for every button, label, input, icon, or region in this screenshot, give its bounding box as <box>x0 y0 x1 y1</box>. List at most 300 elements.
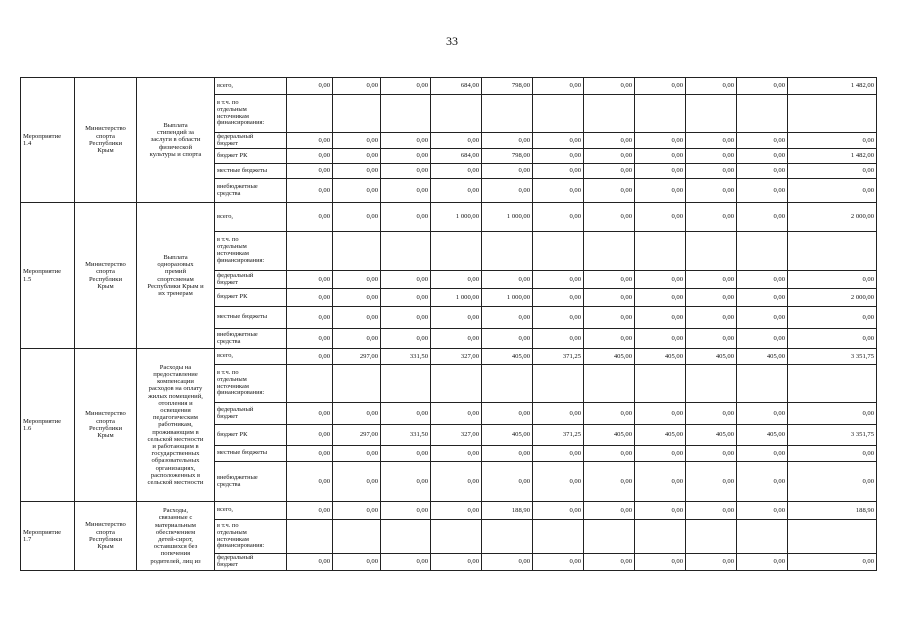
funding-source-cell <box>215 520 287 554</box>
funding-source-cell <box>215 203 287 232</box>
value-cell <box>533 232 584 271</box>
value-cell: 0,00 <box>635 78 686 95</box>
value-cell: 0,00 <box>287 329 333 349</box>
funding-source-text: всего, <box>217 506 233 514</box>
value-cell: 0,00 <box>287 446 333 462</box>
funding-source-text: федеральный бюджет <box>217 271 254 286</box>
value-cell: 0,00 <box>333 149 381 164</box>
value-cell: 0,00 <box>686 149 737 164</box>
value-cell: 0,00 <box>635 307 686 329</box>
executor-cell-text: Министерство спорта Республики Крым <box>85 410 126 440</box>
value-cell: 0,00 <box>584 289 635 307</box>
event-cell-text: Мероприятие 1.4 <box>23 132 62 147</box>
funding-source-text: всего, <box>217 212 233 220</box>
value-cell: 405,00 <box>584 349 635 365</box>
total-value-cell: 0,00 <box>788 329 877 349</box>
value-cell <box>431 95 482 133</box>
value-cell <box>686 520 737 554</box>
value-cell: 0,00 <box>737 307 788 329</box>
value-cell: 0,00 <box>635 462 686 502</box>
funding-source-cell <box>215 307 287 329</box>
value-cell: 0,00 <box>381 446 431 462</box>
value-cell: 371,25 <box>533 425 584 446</box>
value-cell: 297,00 <box>333 425 381 446</box>
funding-source-text: бюджет РК <box>217 293 248 301</box>
funding-source-text: местные бюджеты <box>217 313 268 321</box>
value-cell: 405,00 <box>737 425 788 446</box>
value-cell: 0,00 <box>431 329 482 349</box>
value-cell: 0,00 <box>686 446 737 462</box>
value-cell: 0,00 <box>333 329 381 349</box>
value-cell: 0,00 <box>635 403 686 425</box>
value-cell <box>482 232 533 271</box>
funding-source-text: внебюджетные средства <box>217 182 258 197</box>
funding-source-text: в т.ч. по отдельным источникам финансирования: <box>217 236 265 264</box>
value-cell: 0,00 <box>686 164 737 179</box>
value-cell: 331,50 <box>381 425 431 446</box>
value-cell: 327,00 <box>431 349 482 365</box>
total-value-cell: 2 000,00 <box>788 289 877 307</box>
value-cell <box>482 520 533 554</box>
funding-source-cell <box>215 232 287 271</box>
total-value-cell: 0,00 <box>788 179 877 203</box>
executor-cell-text: Министерство спорта Республики Крым <box>85 125 126 155</box>
value-cell: 0,00 <box>333 554 381 571</box>
table-row <box>21 349 877 365</box>
executor-cell <box>75 78 137 203</box>
value-cell: 0,00 <box>287 307 333 329</box>
event-cell-text: Мероприятие 1.7 <box>23 528 62 543</box>
event-cell <box>21 78 75 203</box>
value-cell: 405,00 <box>686 349 737 365</box>
value-cell: 0,00 <box>381 164 431 179</box>
total-value-cell: 0,00 <box>788 164 877 179</box>
value-cell: 0,00 <box>431 554 482 571</box>
executor-cell-text: Министерство спорта Республики Крым <box>85 260 126 290</box>
funding-source-text: в т.ч. по отдельным источникам финансирования: <box>217 368 265 397</box>
value-cell: 0,00 <box>287 179 333 203</box>
value-cell <box>333 232 381 271</box>
total-value-cell: 3 351,75 <box>788 425 877 446</box>
value-cell: 0,00 <box>737 462 788 502</box>
value-cell: 0,00 <box>737 554 788 571</box>
value-cell: 0,00 <box>381 403 431 425</box>
value-cell: 0,00 <box>381 133 431 149</box>
value-cell <box>635 520 686 554</box>
event-cell <box>21 349 75 502</box>
value-cell: 405,00 <box>737 349 788 365</box>
funding-source-cell <box>215 95 287 133</box>
value-cell: 0,00 <box>635 164 686 179</box>
value-cell: 684,00 <box>431 78 482 95</box>
value-cell <box>635 95 686 133</box>
funding-source-cell <box>215 179 287 203</box>
value-cell <box>333 520 381 554</box>
value-cell: 0,00 <box>737 289 788 307</box>
value-cell: 0,00 <box>635 502 686 520</box>
value-cell: 0,00 <box>287 78 333 95</box>
value-cell <box>381 232 431 271</box>
value-cell: 0,00 <box>333 502 381 520</box>
value-cell: 0,00 <box>333 271 381 289</box>
total-value-cell: 0,00 <box>788 446 877 462</box>
value-cell: 0,00 <box>737 203 788 232</box>
value-cell: 0,00 <box>635 133 686 149</box>
value-cell: 0,00 <box>333 289 381 307</box>
value-cell: 0,00 <box>431 462 482 502</box>
funding-source-cell <box>215 164 287 179</box>
total-value-cell: 0,00 <box>788 133 877 149</box>
total-value-cell: 0,00 <box>788 403 877 425</box>
value-cell: 0,00 <box>584 329 635 349</box>
total-value-cell: 0,00 <box>788 271 877 289</box>
value-cell <box>482 95 533 133</box>
value-cell <box>333 365 381 403</box>
value-cell <box>737 232 788 271</box>
value-cell: 0,00 <box>533 78 584 95</box>
value-cell: 0,00 <box>533 462 584 502</box>
value-cell: 0,00 <box>333 179 381 203</box>
value-cell: 0,00 <box>533 446 584 462</box>
value-cell: 1 000,00 <box>431 203 482 232</box>
value-cell <box>533 365 584 403</box>
funding-source-text: федеральный бюджет <box>217 554 254 568</box>
value-cell: 0,00 <box>533 133 584 149</box>
value-cell: 405,00 <box>635 349 686 365</box>
funding-source-cell <box>215 149 287 164</box>
value-cell: 0,00 <box>686 307 737 329</box>
value-cell: 0,00 <box>482 554 533 571</box>
value-cell: 0,00 <box>737 164 788 179</box>
value-cell: 0,00 <box>381 554 431 571</box>
value-cell: 0,00 <box>287 203 333 232</box>
funding-source-text: местные бюджеты <box>217 449 268 457</box>
description-cell-text: Выплата стипендий за заслуги в области физической культуры и спорта <box>149 121 202 158</box>
funding-source-cell <box>215 133 287 149</box>
value-cell: 0,00 <box>431 133 482 149</box>
value-cell <box>431 520 482 554</box>
value-cell: 0,00 <box>635 271 686 289</box>
value-cell: 0,00 <box>287 502 333 520</box>
event-cell-text: Мероприятие 1.5 <box>23 268 62 283</box>
value-cell: 0,00 <box>686 271 737 289</box>
value-cell: 0,00 <box>533 203 584 232</box>
funding-source-cell <box>215 502 287 520</box>
executor-cell <box>75 203 137 349</box>
total-value-cell <box>788 365 877 403</box>
value-cell: 0,00 <box>482 179 533 203</box>
value-cell: 0,00 <box>533 289 584 307</box>
description-cell <box>137 78 215 203</box>
value-cell: 0,00 <box>482 329 533 349</box>
total-value-cell: 2 000,00 <box>788 203 877 232</box>
funding-source-cell <box>215 349 287 365</box>
page-number: 33 <box>446 34 458 48</box>
total-value-cell: 1 482,00 <box>788 149 877 164</box>
value-cell: 0,00 <box>533 403 584 425</box>
value-cell: 0,00 <box>482 271 533 289</box>
description-cell <box>137 502 215 571</box>
value-cell: 0,00 <box>635 554 686 571</box>
value-cell <box>686 232 737 271</box>
value-cell: 0,00 <box>287 271 333 289</box>
value-cell: 405,00 <box>482 349 533 365</box>
value-cell: 0,00 <box>686 403 737 425</box>
value-cell <box>737 520 788 554</box>
value-cell: 684,00 <box>431 149 482 164</box>
value-cell: 0,00 <box>333 307 381 329</box>
value-cell: 0,00 <box>533 271 584 289</box>
value-cell: 0,00 <box>686 329 737 349</box>
value-cell: 405,00 <box>686 425 737 446</box>
value-cell: 0,00 <box>584 502 635 520</box>
value-cell: 0,00 <box>533 149 584 164</box>
value-cell: 331,50 <box>381 349 431 365</box>
value-cell: 0,00 <box>737 133 788 149</box>
value-cell <box>287 365 333 403</box>
value-cell: 0,00 <box>287 554 333 571</box>
value-cell <box>533 520 584 554</box>
value-cell: 0,00 <box>381 329 431 349</box>
value-cell <box>431 365 482 403</box>
value-cell: 0,00 <box>686 502 737 520</box>
executor-cell <box>75 349 137 502</box>
value-cell: 405,00 <box>635 425 686 446</box>
value-cell <box>686 95 737 133</box>
executor-cell <box>75 502 137 571</box>
value-cell: 0,00 <box>431 179 482 203</box>
event-cell-text: Мероприятие 1.6 <box>23 417 62 432</box>
value-cell: 0,00 <box>737 179 788 203</box>
value-cell: 0,00 <box>333 164 381 179</box>
value-cell: 0,00 <box>431 307 482 329</box>
total-value-cell <box>788 520 877 554</box>
value-cell <box>333 95 381 133</box>
value-cell: 0,00 <box>533 307 584 329</box>
value-cell: 0,00 <box>381 271 431 289</box>
value-cell: 0,00 <box>635 289 686 307</box>
value-cell: 0,00 <box>533 502 584 520</box>
value-cell: 188,90 <box>482 502 533 520</box>
total-value-cell <box>788 232 877 271</box>
value-cell: 0,00 <box>381 203 431 232</box>
value-cell: 0,00 <box>584 462 635 502</box>
value-cell: 0,00 <box>533 554 584 571</box>
total-value-cell: 0,00 <box>788 554 877 571</box>
value-cell: 0,00 <box>686 289 737 307</box>
value-cell: 0,00 <box>584 133 635 149</box>
value-cell: 0,00 <box>381 502 431 520</box>
value-cell: 0,00 <box>737 329 788 349</box>
value-cell: 0,00 <box>431 164 482 179</box>
value-cell <box>287 520 333 554</box>
value-cell: 371,25 <box>533 349 584 365</box>
value-cell: 0,00 <box>381 78 431 95</box>
value-cell: 0,00 <box>584 78 635 95</box>
funding-source-cell <box>215 289 287 307</box>
value-cell: 0,00 <box>737 271 788 289</box>
value-cell <box>584 95 635 133</box>
value-cell: 0,00 <box>381 462 431 502</box>
value-cell: 0,00 <box>482 164 533 179</box>
value-cell: 1 000,00 <box>482 203 533 232</box>
value-cell: 0,00 <box>686 179 737 203</box>
value-cell: 0,00 <box>287 133 333 149</box>
value-cell: 0,00 <box>431 403 482 425</box>
value-cell: 0,00 <box>737 149 788 164</box>
value-cell: 0,00 <box>584 446 635 462</box>
value-cell <box>533 95 584 133</box>
value-cell: 0,00 <box>686 133 737 149</box>
value-cell: 0,00 <box>737 446 788 462</box>
funding-source-cell <box>215 425 287 446</box>
value-cell: 0,00 <box>333 203 381 232</box>
funding-source-text: всего, <box>217 352 233 360</box>
table-row <box>21 203 877 232</box>
description-cell <box>137 203 215 349</box>
total-value-cell: 3 351,75 <box>788 349 877 365</box>
funding-source-cell <box>215 365 287 403</box>
table-row <box>21 78 877 95</box>
value-cell: 0,00 <box>287 289 333 307</box>
value-cell: 0,00 <box>686 554 737 571</box>
value-cell: 0,00 <box>533 179 584 203</box>
funding-source-cell <box>215 554 287 571</box>
budget-table <box>20 77 877 571</box>
funding-source-text: в т.ч. по отдельным источникам финансирования: <box>217 98 265 127</box>
value-cell: 0,00 <box>482 133 533 149</box>
value-cell: 0,00 <box>584 554 635 571</box>
value-cell: 0,00 <box>333 133 381 149</box>
value-cell: 0,00 <box>431 502 482 520</box>
value-cell: 0,00 <box>287 164 333 179</box>
funding-source-cell <box>215 446 287 462</box>
value-cell: 0,00 <box>287 149 333 164</box>
value-cell: 0,00 <box>533 329 584 349</box>
value-cell: 798,00 <box>482 149 533 164</box>
table-row <box>21 502 877 520</box>
value-cell <box>381 520 431 554</box>
funding-source-cell <box>215 403 287 425</box>
description-cell-text: Расходы, связанные с материальным обеспечением детей-сирот, оставшихся без попечения родителей, лиц из <box>150 507 201 565</box>
value-cell: 0,00 <box>333 446 381 462</box>
value-cell: 0,00 <box>482 307 533 329</box>
value-cell <box>381 95 431 133</box>
total-value-cell: 0,00 <box>788 307 877 329</box>
value-cell: 0,00 <box>584 164 635 179</box>
value-cell: 0,00 <box>686 203 737 232</box>
funding-source-text: всего, <box>217 81 233 89</box>
description-cell-text: Выплата одноразовых премий спортсменам Республики Крым и их тренерам <box>147 253 204 297</box>
value-cell: 1 000,00 <box>482 289 533 307</box>
value-cell <box>287 232 333 271</box>
funding-source-text: внебюджетные средства <box>217 473 258 488</box>
value-cell <box>287 95 333 133</box>
value-cell: 0,00 <box>686 462 737 502</box>
value-cell: 327,00 <box>431 425 482 446</box>
value-cell <box>635 232 686 271</box>
value-cell: 405,00 <box>584 425 635 446</box>
funding-source-text: федеральный бюджет <box>217 132 254 147</box>
value-cell: 0,00 <box>287 403 333 425</box>
budget-table-body <box>21 78 877 571</box>
value-cell: 0,00 <box>482 462 533 502</box>
total-value-cell: 188,90 <box>788 502 877 520</box>
total-value-cell: 0,00 <box>788 462 877 502</box>
value-cell <box>737 365 788 403</box>
funding-source-text: федеральный бюджет <box>217 405 254 420</box>
funding-source-text: в т.ч. по отдельным источникам финансирования: <box>217 521 265 550</box>
funding-source-cell <box>215 462 287 502</box>
value-cell <box>584 520 635 554</box>
value-cell: 297,00 <box>333 349 381 365</box>
value-cell: 0,00 <box>635 203 686 232</box>
value-cell: 0,00 <box>584 271 635 289</box>
value-cell: 405,00 <box>482 425 533 446</box>
value-cell: 1 000,00 <box>431 289 482 307</box>
value-cell: 0,00 <box>584 179 635 203</box>
value-cell <box>686 365 737 403</box>
value-cell: 0,00 <box>482 403 533 425</box>
value-cell: 0,00 <box>635 329 686 349</box>
value-cell <box>737 95 788 133</box>
value-cell: 0,00 <box>635 149 686 164</box>
description-cell-text: Расходы на предоставление компенсации расходов на оплату жилых помещений, отопления и освещения педагогическим работникам, проживающим в сельской местности и работающим в государственных образовательных организациях, расположенных в сельской местности <box>147 363 204 487</box>
total-value-cell: 1 482,00 <box>788 78 877 95</box>
executor-cell-text: Министерство спорта Республики Крым <box>85 521 126 551</box>
value-cell: 0,00 <box>584 403 635 425</box>
value-cell: 0,00 <box>584 203 635 232</box>
value-cell: 0,00 <box>584 307 635 329</box>
value-cell <box>431 232 482 271</box>
funding-source-text: бюджет РК <box>217 430 248 438</box>
value-cell: 0,00 <box>635 179 686 203</box>
funding-source-cell <box>215 329 287 349</box>
event-cell <box>21 502 75 571</box>
funding-source-text: бюджет РК <box>217 151 248 159</box>
value-cell: 0,00 <box>737 403 788 425</box>
value-cell: 0,00 <box>287 462 333 502</box>
value-cell: 0,00 <box>381 307 431 329</box>
value-cell: 0,00 <box>737 502 788 520</box>
funding-source-text: местные бюджеты <box>217 166 268 174</box>
description-cell <box>137 349 215 502</box>
value-cell: 0,00 <box>737 78 788 95</box>
value-cell: 0,00 <box>584 149 635 164</box>
value-cell <box>635 365 686 403</box>
value-cell <box>482 365 533 403</box>
value-cell: 0,00 <box>381 289 431 307</box>
value-cell: 0,00 <box>333 78 381 95</box>
value-cell: 0,00 <box>533 164 584 179</box>
value-cell: 0,00 <box>381 149 431 164</box>
value-cell <box>381 365 431 403</box>
value-cell: 0,00 <box>482 446 533 462</box>
value-cell: 0,00 <box>431 446 482 462</box>
value-cell: 0,00 <box>333 403 381 425</box>
value-cell: 0,00 <box>381 179 431 203</box>
value-cell: 0,00 <box>635 446 686 462</box>
funding-source-cell <box>215 271 287 289</box>
value-cell <box>584 365 635 403</box>
value-cell: 0,00 <box>333 462 381 502</box>
value-cell: 0,00 <box>431 271 482 289</box>
funding-source-text: внебюджетные средства <box>217 330 258 345</box>
value-cell: 0,00 <box>287 425 333 446</box>
funding-source-cell <box>215 78 287 95</box>
value-cell: 798,00 <box>482 78 533 95</box>
value-cell: 0,00 <box>686 78 737 95</box>
